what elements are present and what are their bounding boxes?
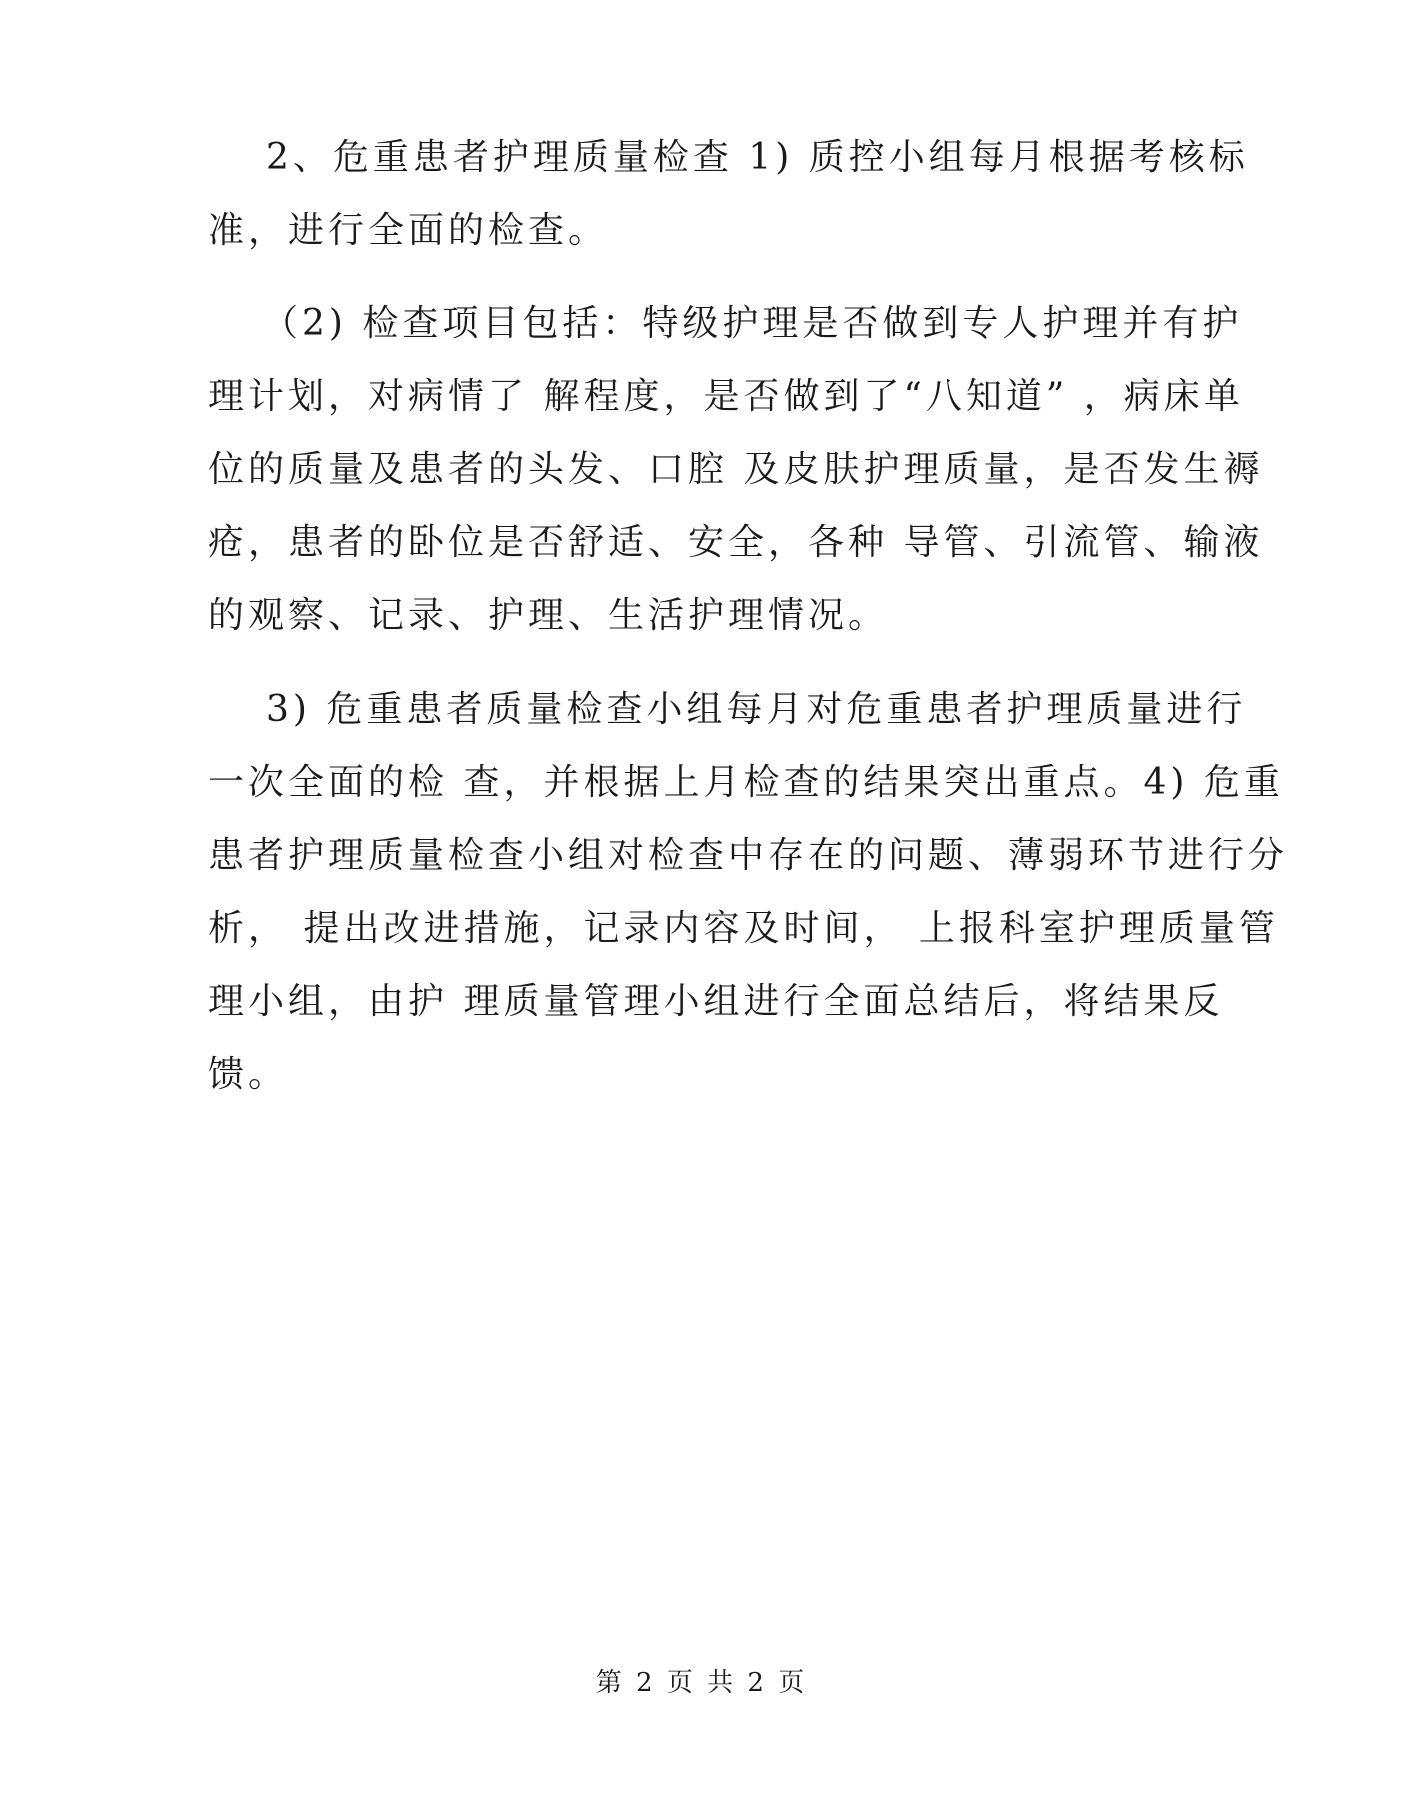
paragraph-3-line-5: 理小组，由护 理质量管理小组进行全面总结后，将结果反 <box>208 981 1224 1022</box>
paragraph-3-line-1: 3) 危重患者质量检查小组每月对危重患者护理质量进行 <box>266 689 1247 730</box>
paragraph-2-line-5: 的观察、记录、护理、生活护理情况。 <box>208 595 889 636</box>
paragraph-2-line-1: （2) 检查项目包括：特级护理是否做到专人护理并有护 <box>262 303 1243 344</box>
paragraph-2-line-3: 位的质量及患者的头发、口腔 及皮肤护理质量，是否发生褥 <box>208 449 1264 490</box>
paragraph-3-line-4: 析， 提出改进措施，记录内容及时间， 上报科室护理质量管 <box>208 908 1279 949</box>
page-number-footer: 第 2 页 共 2 页 <box>595 1668 808 1698</box>
paragraph-2-line-2: 理计划，对病情了 解程度，是否做到了“八知道” ，病床单 <box>208 376 1244 417</box>
paragraph-3-line-6: 馈。 <box>208 1054 289 1095</box>
paragraph-3-line-2: 一次全面的检 查，并根据上月检查的结果突出重点。4) 危重 <box>208 762 1284 803</box>
paragraph-3-line-3: 患者护理质量检查小组对检查中存在的问题、薄弱环节进行分 <box>208 835 1289 876</box>
paragraph-2-line-4: 疮，患者的卧位是否舒适、安全，各种 导管、引流管、输液 <box>208 522 1264 563</box>
paragraph-1-line-1: 2、危重患者护理质量检查 1) 质控小组每月根据考核标 <box>266 137 1249 178</box>
paragraph-1-line-2: 准，进行全面的检查。 <box>208 210 609 251</box>
